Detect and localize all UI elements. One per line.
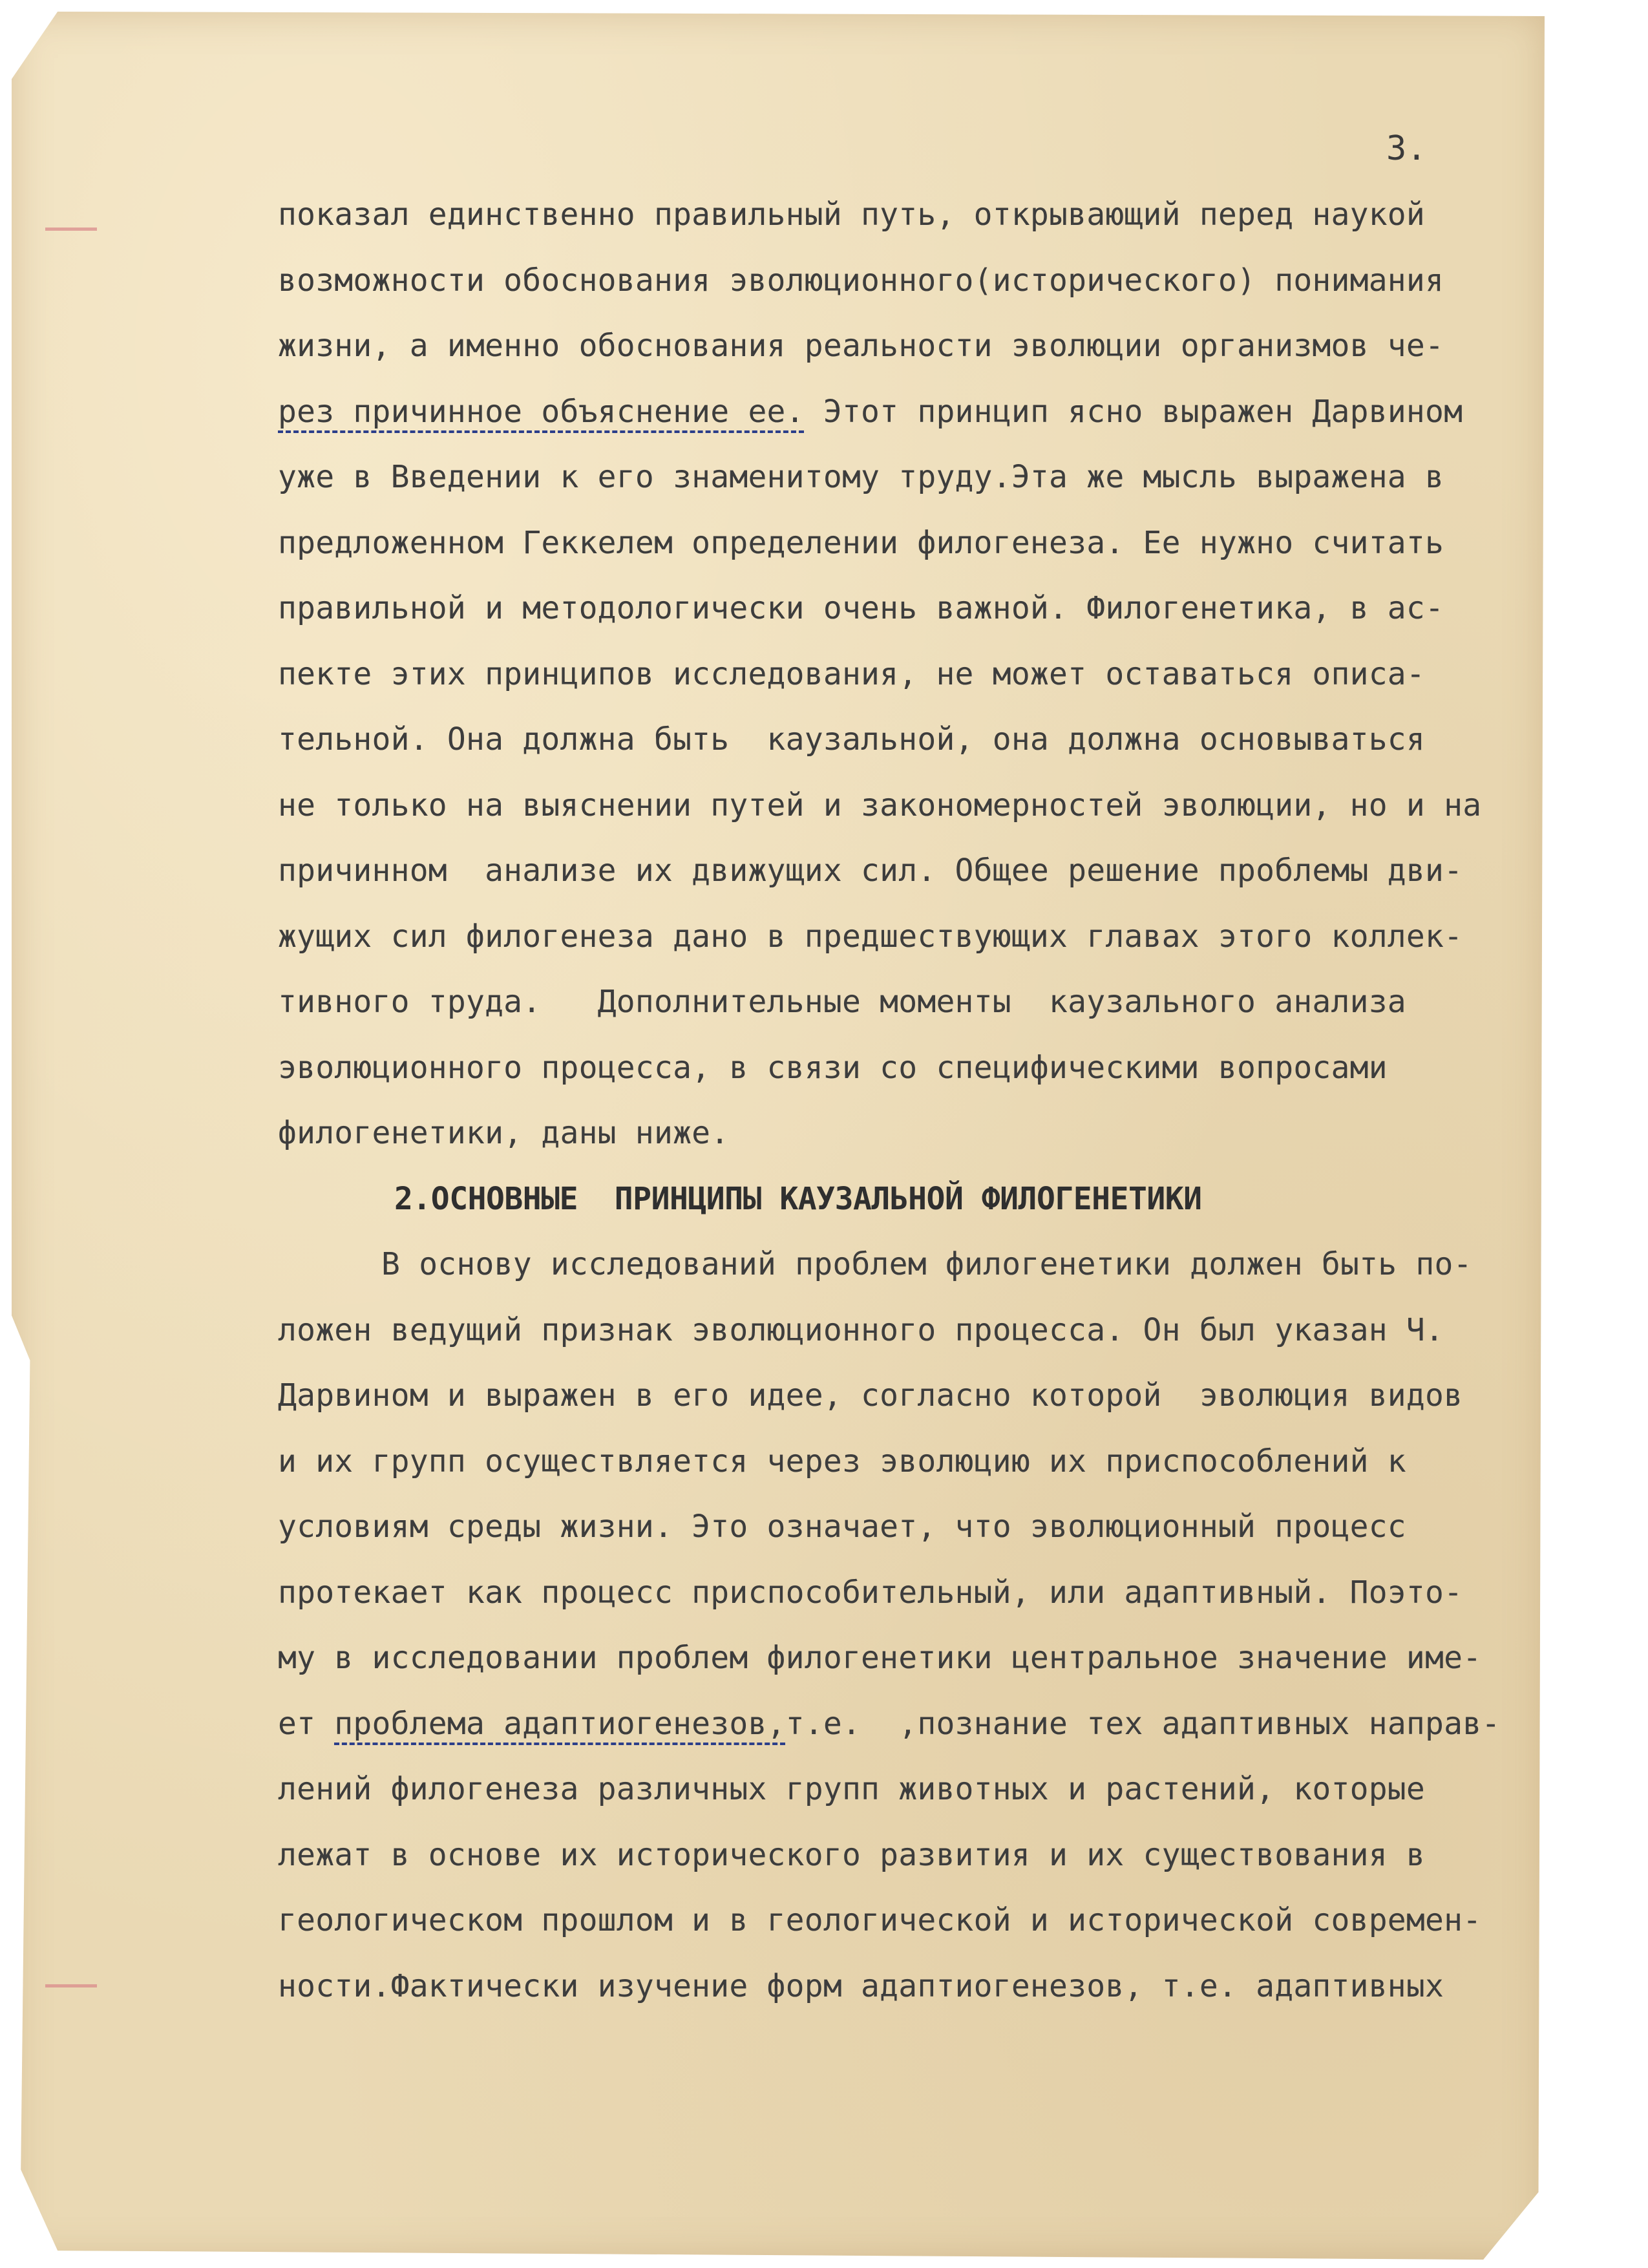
text-line: жущих сил филогенеза дано в предшествующих главах этого коллек-	[278, 918, 1463, 955]
text-line: условиям среды жизни. Это означает, что эволюционный процесс	[278, 1509, 1406, 1545]
text-line: му в исследовании проблем филогенетики центральное значение име-	[278, 1640, 1482, 1676]
text-line: показал единственно правильный путь, открывающий перед наукой	[278, 196, 1426, 233]
text-fragment: Этот принцип ясно выражен Дарвином	[804, 393, 1463, 430]
text-line	[278, 1691, 1545, 1757]
underlined-phrase: рез причинное объяснение ее.	[278, 393, 805, 430]
left-margin-mark-bottom	[45, 1984, 97, 1987]
typed-text-body	[278, 182, 1545, 2019]
text-line: тивного труда. Дополнительные моменты каузального анализа	[278, 984, 1406, 1020]
text-fragment: т.е. ,познание тех адаптивных направ-	[785, 1705, 1501, 1742]
text-line	[278, 379, 1545, 445]
text-line: жизни, а именно обоснования реальности эволюции организмов че-	[278, 328, 1444, 364]
section-heading: 2.ОСНОВНЫЕ ПРИНЦИПЫ КАУЗАЛЬНОЙ ФИЛОГЕНЕТИКИ	[394, 1180, 1202, 1217]
text-line: ности.Фактически изучение форм адаптиогенезов, т.е. адаптивных	[278, 1967, 1444, 2004]
text-line: В основу исследований проблем филогенетики должен быть по-	[381, 1246, 1472, 1282]
text-line: лежат в основе их исторического развития и их существования в	[278, 1836, 1426, 1873]
text-line: тельной. Она должна быть каузальной, она должна основываться	[278, 721, 1426, 758]
text-line: филогенетики, даны ниже.	[278, 1115, 730, 1151]
text-line: и их групп осуществляется через эволюцию их приспособлений к	[278, 1443, 1406, 1479]
text-line: причинном анализе их движущих сил. Общее решение проблемы дви-	[278, 853, 1463, 889]
text-line: эволюционного процесса, в связи со специфическими вопросами	[278, 1049, 1388, 1086]
text-line: правильной и методологически очень важной. Филогенетика, в ас-	[278, 590, 1444, 626]
underlined-phrase: проблема адаптиогенезов,	[334, 1705, 786, 1742]
text-line: лений филогенеза различных групп животных и растений, которые	[278, 1771, 1426, 1807]
text-line: Дарвином и выражен в его идее, согласно которой эволюция видов	[278, 1377, 1463, 1414]
text-line: пекте этих принципов исследования, не может оставаться описа-	[278, 655, 1426, 692]
text-line: не только на выяснении путей и закономерностей эволюции, но и на	[278, 787, 1482, 823]
text-line: протекает как процесс приспособительный, или адаптивный. Поэто-	[278, 1574, 1463, 1611]
text-line: уже в Введении к его знаменитому труду.Эта же мысль выражена в	[278, 459, 1444, 495]
left-margin-mark-top	[45, 228, 97, 231]
text-line: предложенном Геккелем определении филогенеза. Ее нужно считать	[278, 524, 1444, 561]
text-line: ложен ведущий признак эволюционного процесса. Он был указан Ч.	[278, 1311, 1444, 1348]
text-line: возможности обоснования эволюционного(исторического) понимания	[278, 262, 1444, 299]
page-number: 3.	[1386, 129, 1427, 168]
text-fragment: ет	[278, 1705, 335, 1742]
text-line: геологическом прошлом и в геологической и исторической современ-	[278, 1902, 1482, 1938]
